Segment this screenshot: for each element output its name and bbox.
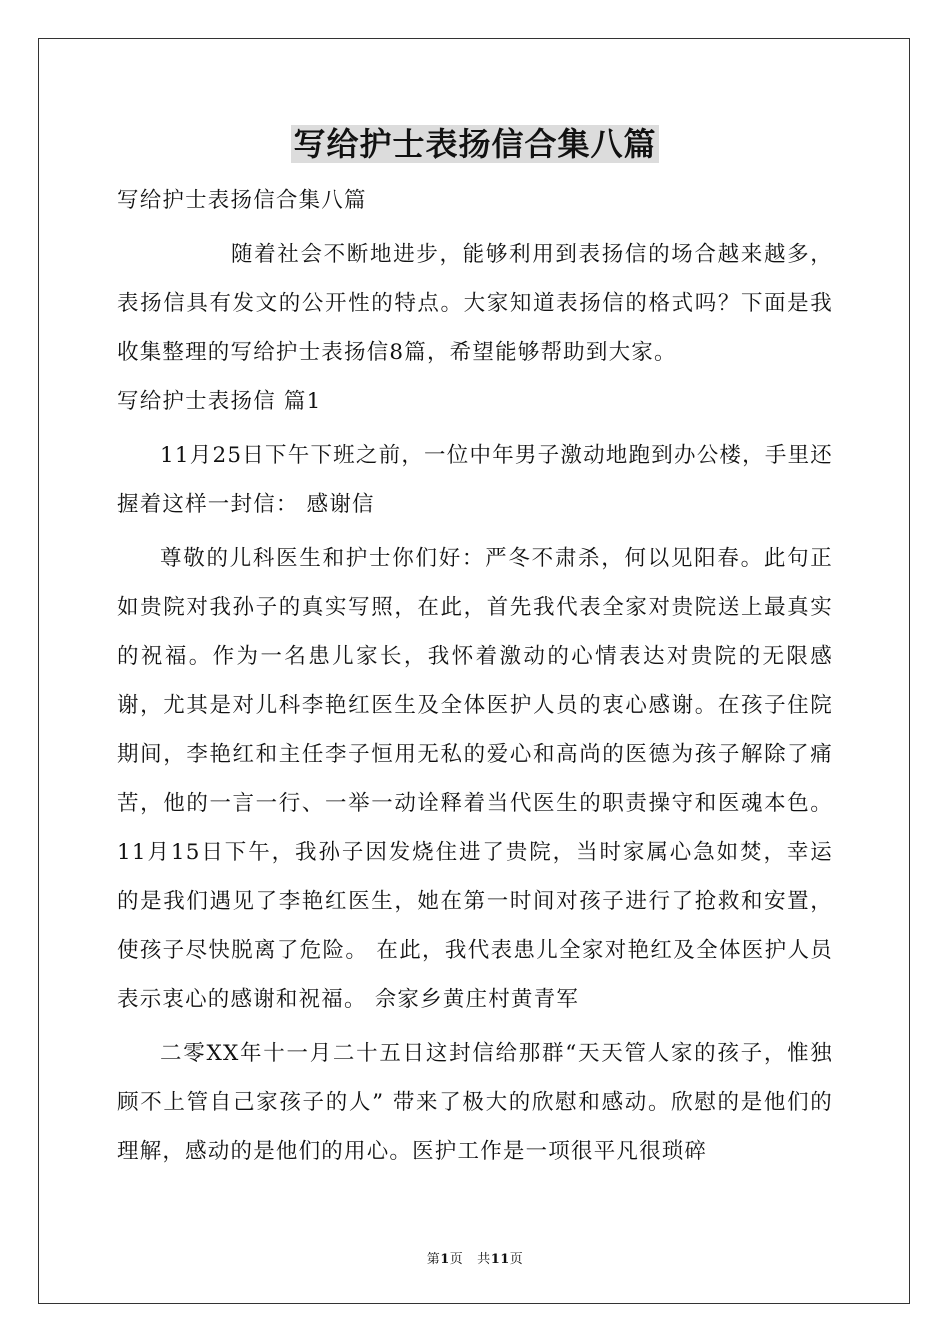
body-paragraph-1: 11月25日下午下班之前，一位中年男子激动地跑到办公楼，手里还握着这样一封信： 感谢信 bbox=[117, 443, 833, 517]
body-paragraph-3: 二零XX年十一月二十五日这封信给那群“天天管人家的孩子，惟独顾不上管自己家孩子的人” 带来了极大的欣慰和感动。欣慰的是他们的理解，感动的是他们的用心。医护工作是一项很平凡很琐碎 bbox=[117, 1041, 833, 1164]
section-heading: 写给护士表扬信 篇1 bbox=[117, 389, 322, 414]
total-prefix: 共 bbox=[477, 1252, 491, 1267]
body-paragraph-2: 尊敬的儿科医生和护士你们好：严冬不肃杀，何以见阳春。此句正如贵院对我孙子的真实写照，在此，首先我代表全家对贵院送上最真实的祝福。作为一名患儿家长，我怀着激动的心情表达对贵院的无限感谢，尤其是对儿科李艳红医生及全体医护人员的衷心感谢。在孩子住院期间，李艳红和主任李子恒用无私的爱心和高尚的医德为孩子解除了痛苦，他的一言一行、一举一动诠释着当代医生的职责操守和医魂本色。11月15日下午，我孙子因发烧住进了贵院，当时家属心急如焚，幸运的是我们遇见了李艳红医生，她在第一时间对孩子进行了抢救和安置，使孩子尽快脱离了危险。 在此，我代表患儿全家对艳红及全体医护人员表示衷心的感谢和祝福。 佘家乡黄庄村黄青军 bbox=[117, 546, 833, 1012]
document-title-text: 写给护士表扬信合集八篇 bbox=[293, 125, 657, 163]
intro-paragraph: 随着社会不断地进步，能够利用到表扬信的场合越来越多，表扬信具有发文的公开性的特点。大家知道表扬信的格式吗？下面是我收集整理的写给护士表扬信8篇，希望能够帮助到大家。 bbox=[117, 242, 833, 365]
total-pages: 11 bbox=[490, 1252, 510, 1267]
page-suffix: 页 bbox=[449, 1252, 464, 1267]
document-title bbox=[0, 122, 950, 166]
page-footer bbox=[0, 1248, 950, 1267]
total-suffix: 页 bbox=[509, 1252, 524, 1267]
document-body bbox=[117, 176, 833, 1176]
page-prefix: 第 bbox=[426, 1252, 441, 1267]
page-number: 1 bbox=[440, 1252, 450, 1267]
document-subtitle: 写给护士表扬信合集八篇 bbox=[117, 188, 367, 213]
